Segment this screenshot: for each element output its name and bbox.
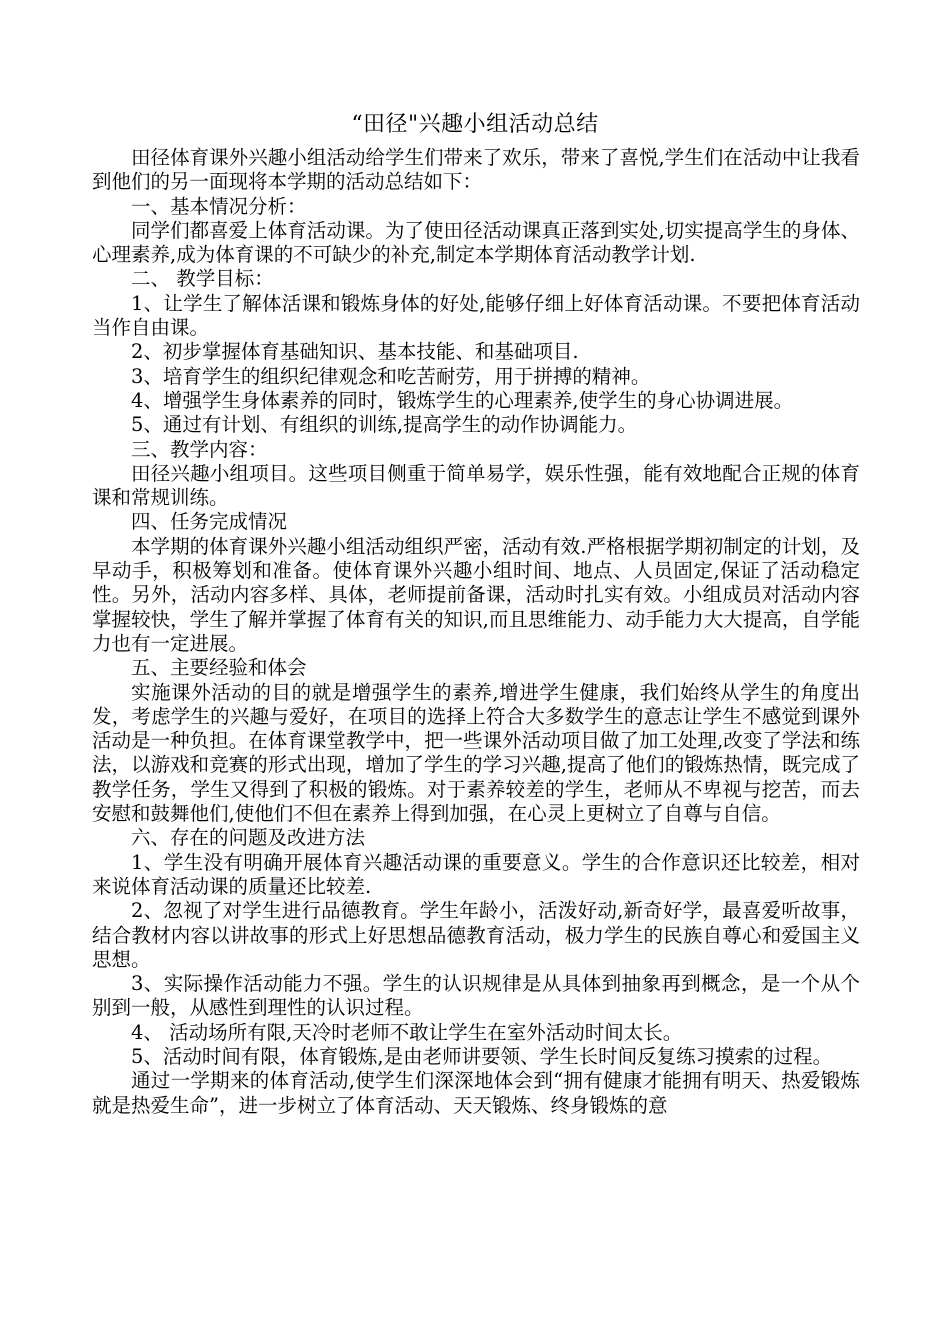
teaching-content-paragraph: 田径兴趣小组项目。这些项目侧重于简单易学，娱乐性强，能有效地配合正规的体育课和常规训练。 xyxy=(92,461,860,510)
basic-situation-paragraph: 同学们都喜爱上体育活动课。为了使田径活动课真正落到实处,切实提高学生的身体、心理素养,成为体育课的不可缺少的补充,制定本学期体育活动教学计划. xyxy=(92,218,860,267)
goal-item-2: 2、初步掌握体育基础知识、基本技能、和基础项目. xyxy=(131,340,579,364)
goal-item-5: 5、通过有计划、有组织的训练,提高学生的动作协调能力。 xyxy=(131,413,638,437)
experience-paragraph: 实施课外活动的目的就是增强学生的素养,增进学生健康，我们始终从学生的角度出发，考虑学生的兴趣与爱好，在项目的选择上符合大多数学生的意志让学生不感觉到课外活动是一种负担。在体育课堂教学中，把一些课外活动项目做了加工处理,改变了学法和练法，以游戏和竞赛的形式出现，增加了学生的学习兴趣,提高了他们的锻炼热情，既完成了教学任务，学生又得到了积极的锻炼。对于素养较差的学生，老师从不卑视与挖苦，而去安慰和鼓舞他们,使他们不但在素养上得到加强，在心灵上更树立了自尊与自信。 xyxy=(92,680,860,826)
closing-paragraph: 通过一学期来的体育活动,使学生们深深地体会到“拥有健康才能拥有明天、热爱锻炼就是热爱生命”，进一步树立了体育活动、天天锻炼、终身锻炼的意 xyxy=(92,1069,860,1117)
goal-item-4: 4、增强学生身体素养的同时，锻炼学生的心理素养,使学生的身心协调进展。 xyxy=(131,388,794,412)
goal-item-3: 3、培育学生的组织纪律观念和吃苦耐劳，用于拼搏的精神。 xyxy=(131,364,651,388)
intro-paragraph: 田径体育课外兴趣小组活动给学生们带来了欢乐，带来了喜悦,学生们在活动中让我看到他们的另一面现将本学期的活动总结如下： xyxy=(92,146,860,194)
section-heading-teaching-goals: 二、 教学目标： xyxy=(131,267,274,291)
section-heading-experience: 五、主要经验和体会 xyxy=(131,656,307,680)
problem-item-4: 4、 活动场所有限,天冷时老师不敢让学生在室外活动时间太长。 xyxy=(131,1020,683,1044)
goal-item-1: 1、让学生了解体活课和锻炼身体的好处,能够仔细上好体育活动课。不要把体育活动当作自由课。 xyxy=(92,291,860,340)
section-heading-task-completion: 四、任务完成情况 xyxy=(131,510,288,534)
document-title: “田径"兴趣小组活动总结 xyxy=(351,112,599,137)
section-heading-basic-situation: 一、基本情况分析： xyxy=(131,194,307,218)
problem-item-5: 5、活动时间有限，体育锻炼,是由老师讲要领、学生长时间反复练习摸索的过程。 xyxy=(131,1044,833,1068)
section-heading-teaching-content: 三、教学内容： xyxy=(131,437,268,461)
section-heading-problems: 六、存在的问题及改进方法 xyxy=(131,826,366,850)
problem-item-1: 1、学生没有明确开展体育兴趣活动课的重要意义。学生的合作意识还比较差，相对来说体育活动课的质量还比较差. xyxy=(92,850,860,898)
problem-item-3: 3、实际操作活动能力不强。学生的认识规律是从具体到抽象再到概念，是一个从个别到一般，从感性到理性的认识过程。 xyxy=(92,972,860,1020)
problem-item-2: 2、忽视了对学生进行品德教育。学生年龄小，活泼好动,新奇好学，最喜爱听故事，结合教材内容以讲故事的形式上好思想品德教育活动，极力学生的民族自尊心和爱国主义思想。 xyxy=(92,899,860,971)
document-body xyxy=(92,146,860,1118)
task-completion-paragraph: 本学期的体育课外兴趣小组活动组织严密，活动有效.严格根据学期初制定的计划，及早动手，积极筹划和准备。使体育课外兴趣小组时间、地点、人员固定,保证了活动稳定性。另外，活动内容多样、具体，老师提前备课，活动时扎实有效。小组成员对活动内容掌握较快，学生了解并掌握了体育有关的知识,而且思维能力、动手能力大大提高，自学能力也有一定进展。 xyxy=(92,534,860,655)
